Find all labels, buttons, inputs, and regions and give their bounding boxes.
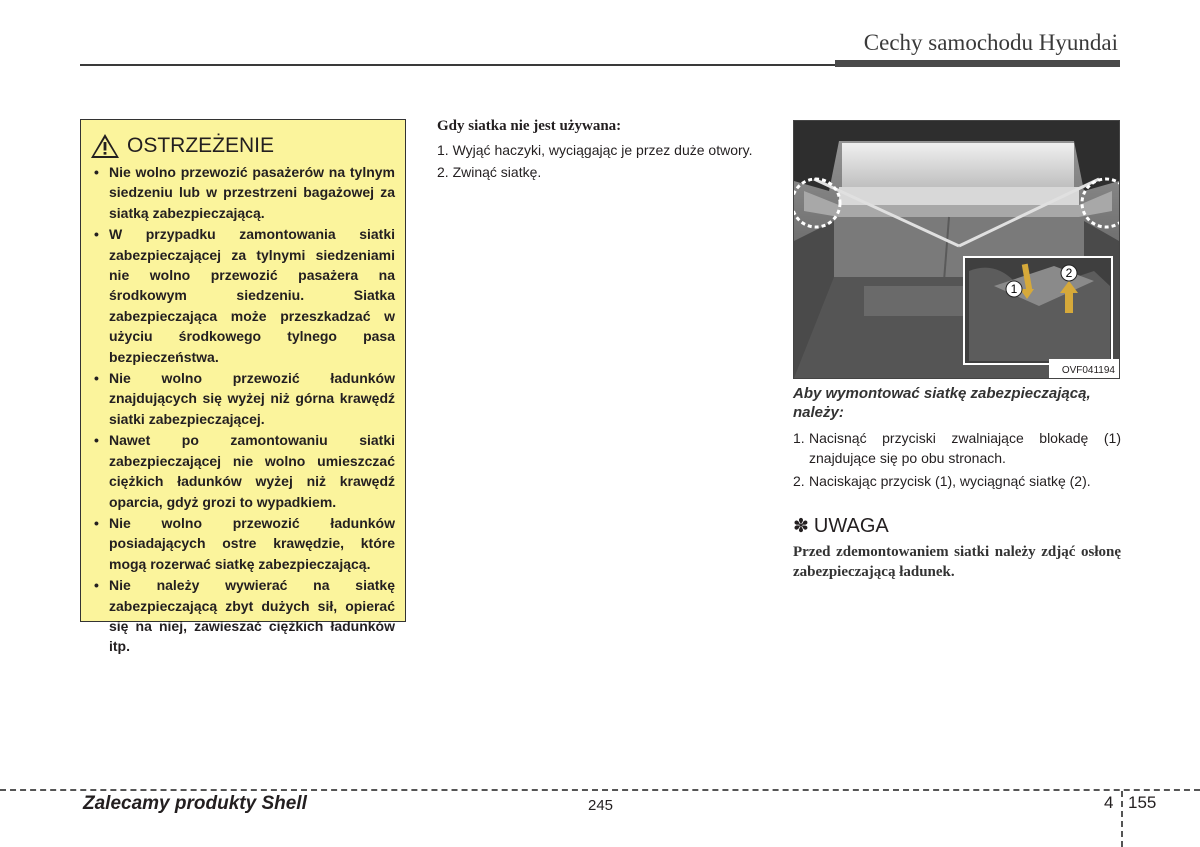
note-title: UWAGA <box>813 515 889 537</box>
warning-item: • Nie wolno przewozić ładunków posiadających ostre krawędzie, które mogą rozerwać siatkę zabezpieczającą. <box>90 513 395 574</box>
unused-step: 2. Zwinąć siatkę. <box>437 164 542 180</box>
cargo-net-photo <box>793 120 1120 379</box>
step-text: Nacisnąć przyciski zwalniające blokadę (1) znajdujące się po obu stronach. <box>809 430 1121 466</box>
warning-box <box>80 119 406 655</box>
cargo-area-illustration <box>794 121 1119 378</box>
warning-item: • Nie wolno przewozić pasażerów na tylnym siedzeniu lub w przestrzeni bagażowej za siatką zabezpieczającą. <box>90 162 395 223</box>
removal-step <box>793 428 1121 468</box>
removal-steps <box>793 428 1121 491</box>
callout-2: 2 <box>1065 266 1073 280</box>
figure-code: OVF041194 <box>1061 365 1115 376</box>
warning-heading <box>90 133 395 159</box>
warning-item: • Nie należy wywierać na siatkę zabezpieczającą zbyt dużych sił, opierać się na niej, zawieszać ciężkich ładunków itp. <box>90 575 395 657</box>
header-accent-bar <box>835 60 1120 67</box>
removal-caption: Aby wymontować siatkę zabezpieczającą, należy: <box>793 385 1091 421</box>
footer-sheet-number: 245 <box>588 797 614 814</box>
footer-page-number: 155 <box>1128 793 1157 812</box>
note-text: Przed zdemontowaniem siatki należy zdjąć osłonę zabezpieczającą ładunek. <box>793 544 1121 580</box>
warning-item: • Nawet po zamontowaniu siatki zabezpieczającej nie wolno umieszczać ciężkich ładunków wyżej niż krawędź oparcia, gdyż grozi to wypadkiem. <box>90 430 395 512</box>
unused-heading: Gdy siatka nie jest używana: <box>437 118 622 134</box>
warning-list <box>90 162 395 657</box>
footer-chapter-number: 4 <box>1104 793 1114 812</box>
warning-triangle-icon <box>90 133 120 159</box>
step-number: 1. <box>793 430 805 446</box>
unused-section <box>437 118 777 183</box>
unused-step: 1. Wyjąć haczyki, wyciągając je przez duże otwory. <box>437 142 753 158</box>
removal-section <box>793 384 1121 582</box>
removal-step <box>793 471 1121 491</box>
warning-item: • Nie wolno przewozić ładunków znajdujących się wyżej niż górna krawędź siatki zabezpieczającej. <box>90 368 395 429</box>
page-header-title: Cechy samochodu Hyundai <box>863 30 1118 55</box>
step-text: Naciskając przycisk (1), wyciągnąć siatkę (2). <box>809 473 1091 489</box>
footer-slogan: Zalecamy produkty Shell <box>83 793 307 814</box>
callout-1: 1 <box>1010 282 1018 296</box>
warning-title: OSTRZEŻENIE <box>127 134 275 157</box>
footer-rule <box>0 789 1200 791</box>
note-heading <box>793 515 1121 538</box>
warning-item: • W przypadku zamontowania siatki zabezpieczającej za tylnymi siedzeniami nie wolno przewozić pasażera na środkowym siedzeniu. Siatka zabezpieczająca może przeszkadzać w użyciu środkowego tylnego pasa bezpieczeństwa. <box>90 224 395 367</box>
step-number: 2. <box>793 473 805 489</box>
asterisk-icon: ✽ <box>793 516 809 537</box>
footer-divider <box>1121 791 1123 847</box>
